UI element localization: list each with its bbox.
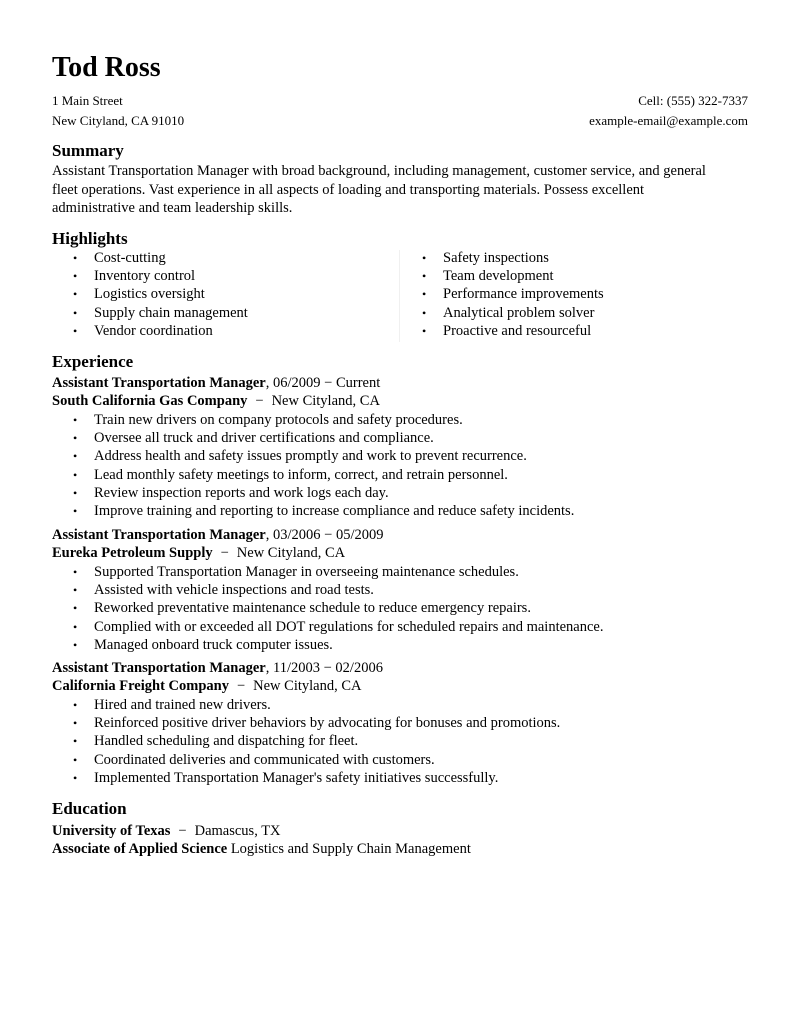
- summary-line-1: Assistant Transportation Manager with broad background, including management, customer service, and general: [52, 163, 706, 179]
- job-1-duties: [52, 411, 752, 520]
- list-item-text: Analytical problem solver: [443, 304, 595, 321]
- list-item-text: Performance improvements: [443, 286, 604, 303]
- bullet-icon: •: [73, 305, 78, 320]
- email-address: example-email@example.com: [589, 113, 748, 128]
- list-item-text: Supported Transportation Manager in overseeing maintenance schedules.: [94, 564, 519, 580]
- list-item: [52, 285, 248, 303]
- bullet-icon: •: [422, 269, 427, 284]
- job-1-title-line: [52, 374, 752, 392]
- highlights-divider: [399, 250, 400, 342]
- list-item-text: Lead monthly safety meetings to inform, correct, and retrain personnel.: [94, 466, 508, 483]
- bullet-icon: •: [73, 467, 78, 482]
- list-item-text: Coordinated deliveries and communicated with customers.: [94, 751, 435, 768]
- list-item: [52, 714, 752, 732]
- list-item: [52, 466, 752, 484]
- list-item: [401, 285, 604, 303]
- degree-name: Associate of Applied Science: [52, 841, 228, 857]
- list-item-text: Address health and safety issues promptly and work to prevent recurrence.: [94, 448, 527, 465]
- experience-heading: Experience: [52, 352, 134, 371]
- summary-line-2: fleet operations. Vast experience in all aspects of loading and transporting materials. Possess excellent: [52, 181, 645, 198]
- list-item-text: Assisted with vehicle inspections and road tests.: [94, 582, 374, 599]
- education-degree-line: [52, 840, 752, 858]
- bullet-icon: •: [73, 485, 78, 500]
- list-item-text: Reworked preventative maintenance schedule to reduce emergency repairs.: [94, 600, 531, 617]
- list-item: [52, 751, 752, 769]
- list-item-text: Team development: [443, 268, 554, 285]
- list-item-text: Implemented Transportation Manager's safety initiatives successfully.: [94, 769, 499, 786]
- bullet-icon: •: [73, 770, 78, 785]
- degree-field: Logistics and Supply Chain Management: [230, 841, 471, 857]
- address-line-1: 1 Main Street: [52, 93, 123, 108]
- company-name: California Freight Company: [52, 678, 229, 694]
- school-name: University of Texas: [52, 823, 171, 839]
- list-item: [52, 732, 752, 750]
- bullet-icon: •: [73, 698, 78, 712]
- list-item: [52, 618, 752, 636]
- list-item-text: Oversee all truck and driver certifications and compliance.: [94, 430, 434, 447]
- contact-row-1: [52, 92, 748, 110]
- job-2-duties: [52, 563, 752, 654]
- list-item: [52, 322, 248, 340]
- list-item: [52, 484, 752, 502]
- list-item: [52, 411, 752, 429]
- list-item-text: Hired and trained new drivers.: [94, 697, 271, 713]
- separator: −: [236, 678, 246, 694]
- bullet-icon: •: [422, 251, 427, 265]
- bullet-icon: •: [422, 305, 427, 320]
- list-item-text: Logistics oversight: [94, 286, 205, 303]
- address-line-2: New Cityland, CA 91010: [52, 113, 185, 128]
- list-item: [401, 267, 604, 285]
- company-location: New Cityland, CA: [271, 393, 380, 409]
- list-item: [52, 636, 752, 654]
- list-item-text: Inventory control: [94, 268, 196, 285]
- job-title: Assistant Transportation Manager: [52, 527, 266, 543]
- list-item-text: Safety inspections: [443, 250, 549, 266]
- contact-row-2: [52, 112, 748, 130]
- bullet-icon: •: [422, 287, 427, 302]
- bullet-icon: •: [73, 637, 78, 652]
- job-3-title-line: [52, 659, 752, 677]
- list-item: [52, 447, 752, 465]
- summary-text: [52, 162, 752, 218]
- school-location: Damascus, TX: [194, 823, 281, 839]
- bullet-icon: •: [422, 323, 427, 338]
- list-item: [52, 304, 248, 322]
- bullet-icon: •: [73, 601, 78, 616]
- job-3-company-line: [52, 677, 752, 695]
- separator: −: [255, 393, 264, 409]
- bullet-icon: •: [73, 431, 78, 446]
- list-item: [52, 267, 248, 285]
- list-item: [401, 304, 604, 322]
- list-item-text: Train new drivers on company protocols and safety procedures.: [94, 412, 463, 428]
- list-item: [401, 322, 604, 340]
- list-item-text: Cost-cutting: [94, 250, 166, 266]
- job-dates: , 03/2006 − 05/2009: [265, 527, 384, 543]
- bullet-icon: •: [73, 449, 78, 464]
- list-item: [401, 249, 604, 267]
- list-item: [52, 429, 752, 447]
- bullet-icon: •: [73, 269, 78, 284]
- highlights-heading: Highlights: [52, 229, 128, 248]
- bullet-icon: •: [73, 716, 78, 731]
- bullet-icon: •: [73, 504, 78, 519]
- list-item-text: Improve training and reporting to increase compliance and reduce safety incidents.: [94, 503, 575, 520]
- bullet-icon: •: [73, 251, 78, 265]
- list-item: [52, 249, 248, 267]
- list-item: [52, 696, 752, 714]
- list-item: [52, 581, 752, 599]
- bullet-icon: •: [73, 323, 78, 338]
- summary-heading: Summary: [52, 141, 124, 160]
- bullet-icon: •: [73, 734, 78, 749]
- list-item-text: Complied with or exceeded all DOT regulations for scheduled repairs and maintenance.: [94, 618, 604, 635]
- list-item: [52, 502, 752, 520]
- bullet-icon: •: [73, 752, 78, 767]
- candidate-name: Tod Ross: [52, 52, 161, 83]
- bullet-icon: •: [73, 583, 78, 598]
- highlights-left-list: [52, 249, 248, 340]
- job-3-duties: [52, 696, 752, 787]
- education-school-line: [52, 822, 752, 840]
- bullet-icon: •: [73, 413, 78, 427]
- job-dates: , 06/2009 − Current: [265, 375, 381, 391]
- company-name: Eureka Petroleum Supply: [52, 545, 213, 561]
- company-location: New Cityland, CA: [236, 545, 346, 561]
- list-item-text: Vendor coordination: [94, 322, 213, 339]
- job-title: Assistant Transportation Manager: [52, 660, 266, 676]
- list-item: [52, 563, 752, 581]
- list-item-text: Managed onboard truck computer issues.: [94, 636, 333, 653]
- highlights-right-list: [401, 249, 604, 340]
- bullet-icon: •: [73, 565, 78, 579]
- bullet-icon: •: [73, 287, 78, 302]
- job-2-company-line: [52, 544, 752, 562]
- list-item-text: Supply chain management: [94, 304, 248, 321]
- job-dates: , 11/2003 − 02/2006: [265, 660, 383, 676]
- phone-number: Cell: (555) 322-7337: [638, 93, 748, 108]
- list-item-text: Review inspection reports and work logs each day.: [94, 484, 389, 501]
- bullet-icon: •: [73, 619, 78, 634]
- job-title: Assistant Transportation Manager: [52, 375, 266, 391]
- company-location: New Cityland, CA: [253, 678, 362, 694]
- separator: −: [220, 545, 229, 561]
- education-heading: Education: [52, 799, 127, 818]
- list-item-text: Proactive and resourceful: [443, 322, 592, 339]
- company-name: South California Gas Company: [52, 393, 248, 409]
- list-item-text: Reinforced positive driver behaviors by advocating for bonuses and promotions.: [94, 715, 561, 732]
- list-item-text: Handled scheduling and dispatching for fleet.: [94, 733, 359, 750]
- list-item: [52, 769, 752, 787]
- job-1-company-line: [52, 392, 752, 410]
- job-2-title-line: [52, 526, 752, 544]
- summary-line-3: administrative and team leadership skills.: [52, 200, 293, 216]
- separator: −: [178, 823, 187, 839]
- list-item: [52, 599, 752, 617]
